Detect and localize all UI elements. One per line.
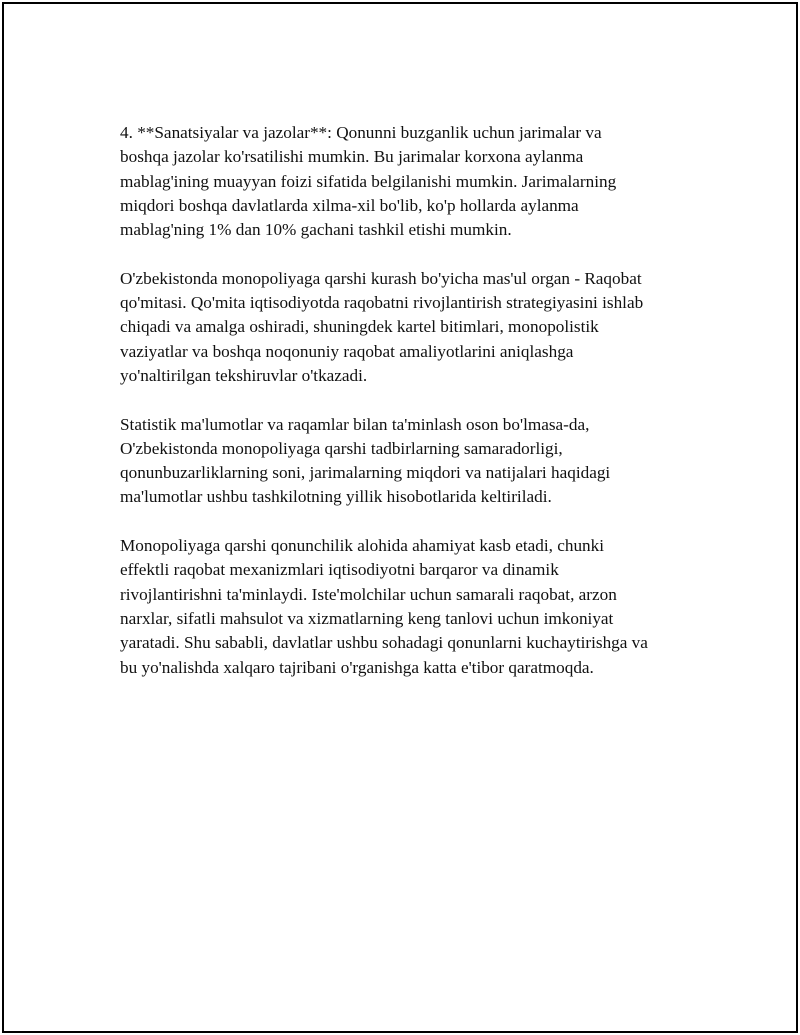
paragraph-statistics: Statistik ma'lumotlar va raqamlar bilan ta'minlash oson bo'lmasa-da, O'zbekistonda monopoliyaga qarshi tadbirlarning samaradorligi, qonunbuzarliklarning soni, jarimalarning miqdori va natijalari haqidagi ma'lumotlar ushbu tashkilotning yillik hisobotlarida keltiriladi. <box>120 414 611 507</box>
document-body <box>120 121 700 704</box>
paragraph-importance: Monopoliyaga qarshi qonunchilik alohida ahamiyat kasb etadi, chunki effektli raqobat mexanizmlari iqtisodiyotni barqaror va dinamik rivojlantirishni ta'minlaydi. Iste'molchilar uchun samarali raqobat, arzon narxlar, sifatli mahsulot va xizmatlarning keng tanlovi uchun imkoniyat yaratadi. Shu sababli, davlatlar ushbu sohadagi qonunlarni kuchaytirishga va bu yo'nalishda xalqaro tajribani o'rganishga katta e'tibor qaratmoqda. <box>120 536 648 677</box>
paragraph-sanctions: 4. **Sanatsiyalar va jazolar**: Qonunni buzganlik uchun jarimalar va boshqa jazolar ko'rsatilishi mumkin. Bu jarimalar korxona aylanma mablag'ining muayyan foizi sifatida belgilanishi mumkin. Jarimalarning miqdori boshqa davlatlarda xilma-xil bo'lib, ko'p hollarda aylanma mablag'ning 1% dan 10% gachani tashkil etishi mumkin. <box>120 123 617 240</box>
paragraph-competition-committee: O'zbekistonda monopoliyaga qarshi kurash bo'yicha mas'ul organ - Raqobat qo'mitasi. Qo'mita iqtisodiyotda raqobatni rivojlantirish strategiyasini ishlab chiqadi va amalga oshiradi, shuningdek kartel bitimlari, monopolistik vaziyatlar va boshqa noqonuniy raqobat amaliyotlarini aniqlashga yo'naltirilgan tekshiruvlar o'tkazadi. <box>120 268 644 385</box>
document-page <box>2 2 798 1033</box>
